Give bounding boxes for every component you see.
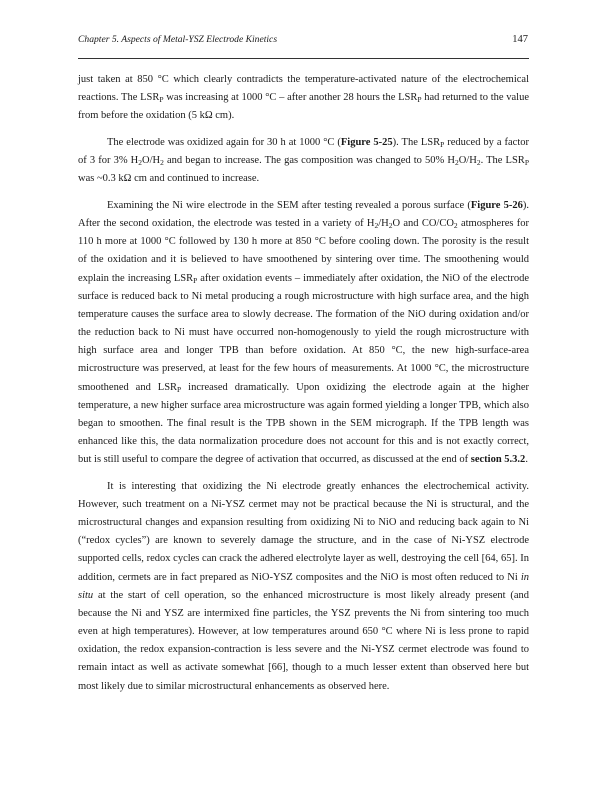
p3-text-b: ). After the second oxidation, the electrode was tested in a variety of H [78,199,529,230]
p1-sub-1: P [159,95,164,105]
p2-sub-3: 2 [160,158,164,168]
figure-ref-5-25: Figure 5-25 [340,136,393,148]
p2-text-b: ). The LSR [392,136,441,148]
header-rule [78,58,529,59]
in-situ-term: in situ [78,571,529,601]
paragraph-1 [78,71,529,125]
p3-text-d: O and CO/CO [392,218,454,230]
p2-sub-6: P [524,158,529,168]
p3-text-a: Examining the Ni wire electrode in the SEM after testing revealed a porous surface ( [107,199,471,211]
page-header [78,34,528,50]
p3-sub-5: P [177,384,182,394]
p2-text-f: O/H [458,155,477,167]
figure-ref-5-26: Figure 5-26 [470,199,523,211]
page-body [78,71,529,696]
p2-text-g: . The LSR [480,155,525,167]
p2-text-a: The electrode was oxidized again for 30 h at 1000 °C ( [107,136,341,148]
p3-text-h: . [525,454,528,466]
p3-text-c: /H [378,218,389,230]
p3-sub-3: 2 [453,221,458,231]
p1-sub-2: P [417,95,422,105]
p3-sub-1: 2 [374,221,379,231]
section-ref-5-3-2: section 5.3.2 [470,454,526,466]
p3-sub-4: P [193,275,198,285]
p1-text-a: just taken at 850 °C which clearly contradicts the temperature-activated nature of the electrochemical reactions. The LSR [78,74,529,104]
p2-sub-1: P [440,139,445,149]
p4-text-b: at the start of cell operation, so the enhanced microstructure is most likely already present (and because the Ni and YSZ are intermixed fine particles, the YSZ prevents the Ni from sintering too much even at high temperatures). However, at low temperatures around 650 °C where Ni is less prone to rapid oxidation, the redox expansion-contraction is less severe and the Ni-YSZ cermet electrode was found to remain intact as well as activate somewhat [66], though to a much lesser extent than observed here but most likely due to similar microstructural enhancements as observed here. [78,589,529,692]
p4-text-a: It is interesting that oxidizing the Ni electrode greatly enhances the electrochemical activity. However, such treatment on a Ni-YSZ cermet may not be practical because the Ni is structural, and the microstructural changes and expansion resulting from oxidizing Ni to NiO and reducing back again to Ni (“redox cycles”) are known to severely damage the structure, and in the case of Ni-YSZ electrode supported cells, redox cycles can crack the adhered electrolyte layer as well, destroying the cell [64, 65]. In addition, cermets are in fact prepared as NiO-YSZ composites and the NiO is most often reduced to Ni [78,480,529,583]
p2-text-h: was ~0.3 kΩ cm and continued to increase. [78,173,260,185]
p2-sub-4: 2 [454,158,459,168]
paragraph-2 [78,134,529,188]
p3-text-e: atmospheres for 110 h more at 1000 °C followed by 130 h more at 850 °C before cooling down. The porosity is the result of the oxidation and it is believed to have smoothened by sintering over time. The smoothening would explain the increasing LSR [78,218,529,284]
p2-sub-5: 2 [476,158,481,168]
p2-text-c: reduced by a factor of 3 for 3% H [78,136,530,167]
chapter-title: Chapter 5. Aspects of Metal-YSZ Electrode Kinetics [78,34,278,45]
p3-text-f: after oxidation events – immediately after oxidation, the NiO of the electrode surface is reduced back to Ni metal producing a rough microstructure with high surface area, and the high temperature causes the surface area to slowly decrease. The formation of the NiO during oxidation and/or the reduction back to Ni must have occurred non-homogenously to yield the rough microstructure with high surface area and longer TPB than before oxidation. At 850 °C, the new high-surface-area microstructure was preserved, at least for the few hours of measurements. At 1000 °C, the microstructure smoothened and LSR [78,272,529,393]
paragraph-4 [78,478,529,696]
p1-text-c: had returned to the value from before the oxidation (5 kΩ cm). [78,92,529,122]
p2-text-d: O/H [142,155,161,167]
paragraph-3 [78,197,529,469]
page-number: 147 [512,34,528,45]
p1-text-b: was increasing at 1000 °C – after another 28 hours the LSR [163,92,418,104]
p3-sub-2: 2 [388,221,393,231]
p2-text-e: and began to increase. The gas composition was changed to 50% H [163,155,455,167]
p3-text-g: increased dramatically. Upon oxidizing the electrode again at the higher temperature, a new higher surface area microstructure was again formed yielding a longer TPB, which also began to smoothen. The final result is the TPB shown in the SEM micrograph. If the TPB length was enhanced like this, the data normalization procedure does not account for this and is not exactly correct, but is still useful to compare the degree of activation that occurred, as discussed at the end of [78,381,529,466]
p2-sub-2: 2 [138,158,143,168]
